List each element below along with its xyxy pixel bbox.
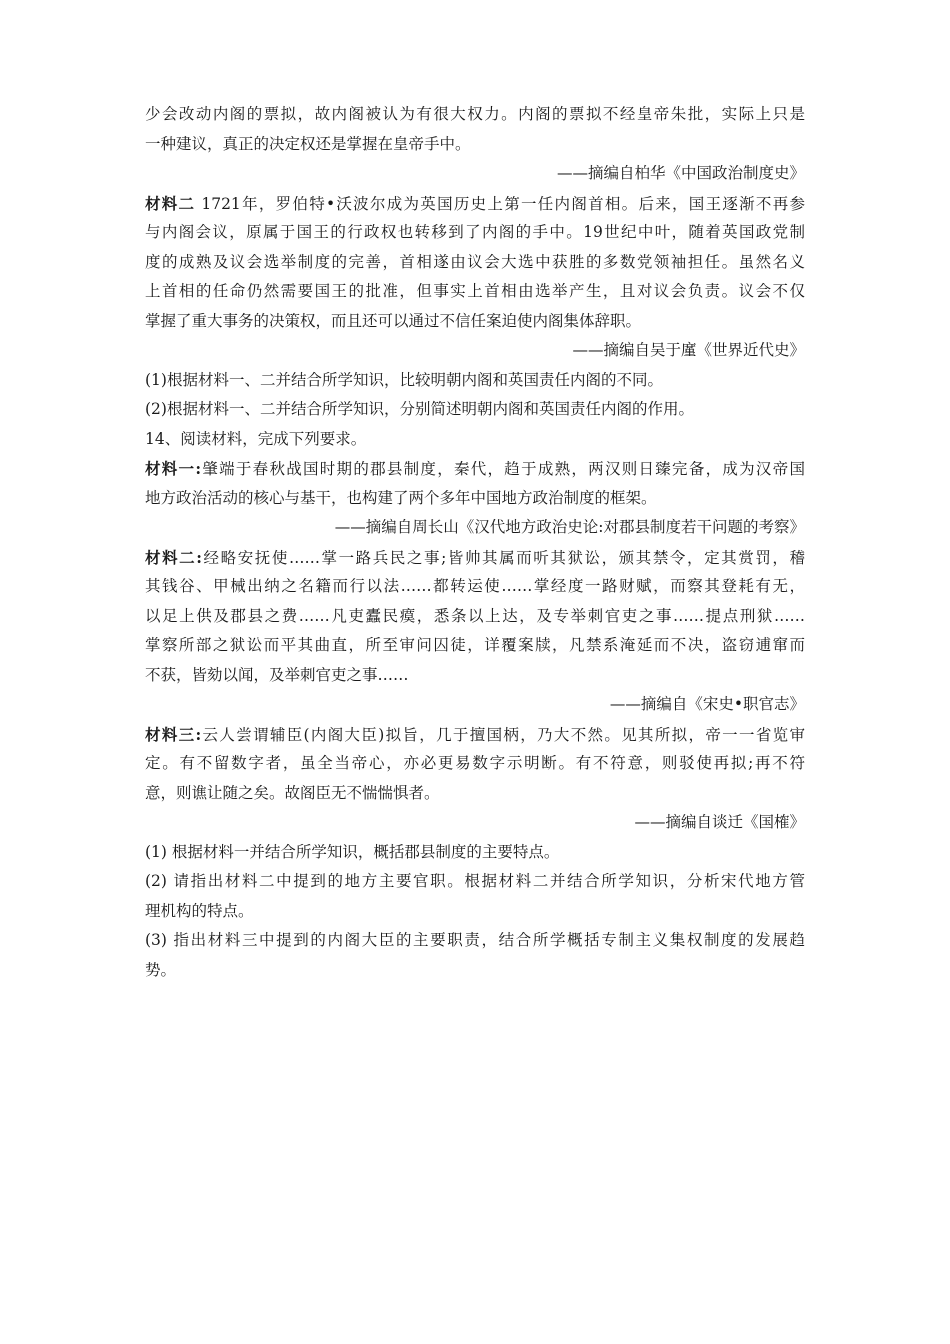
question-item: (2)根据材料一、二并结合所学知识，分别简述明朝内阁和英国责任内阁的作用。 [145, 400, 694, 418]
material-label: 材料二: [145, 547, 202, 567]
material-2-first-line [145, 189, 805, 219]
question-item: (2) 请指出材料二中提到的地方主要官职。根据材料二并结合所学知识，分析宋代地方管 [145, 872, 805, 890]
paragraph-line: 少会改动内阁的票拟，故内阁被认为有很大权力。内阁的票拟不经皇帝朱批，实际上只是 [145, 105, 805, 123]
citation-source: ——摘编自周长山《汉代地方政治史论:对郡县制度若干问题的考察》 [334, 518, 805, 536]
question-item-continued: 势。 [145, 960, 177, 979]
question-item: (1)根据材料一、二并结合所学知识，比较明朝内阁和英国责任内阁的不同。 [145, 370, 663, 389]
paragraph-text: 肇端于春秋战国时期的郡县制度，秦代，趋于成熟，两汉则日臻完备，成为汉帝国 [201, 460, 805, 478]
paragraph-line: 掌握了重大事务的决策权，而且还可以通过不信任案迫使内阁集体辞职。 [145, 311, 642, 330]
material-1-first-line [145, 454, 805, 484]
citation-source: ——摘编自吴于廑《世界近代史》 [572, 341, 805, 359]
citation-source: ——摘编自柏华《中国政治制度史》 [556, 164, 805, 182]
question-item: (3) 指出材料三中提到的内阁大臣的主要职责，结合所学概括专制主义集权制度的发展趋 [145, 931, 805, 949]
paragraph-line: 不获，皆劾以闻，及举刺官吏之事…… [145, 665, 409, 684]
material-label: 材料一: [145, 459, 202, 478]
paragraph-line: 以足上供及郡县之费……凡吏蠹民瘼，悉条以上达，及专举刺官吏之事……提点刑狱…… [145, 606, 805, 625]
material-label: 材料二 [145, 193, 196, 213]
question-item-continued: 理机构的特点。 [145, 901, 254, 920]
document-page [145, 100, 805, 985]
paragraph-line: 其钱谷、甲械出纳之名籍而行以法……都转运使……掌经度一路财赋，而察其登耗有无， [145, 577, 805, 595]
paragraph-text: 1721年，罗伯特•沃波尔成为英国历史上第一任内阁首相。后来，国王逐渐不再参 [201, 194, 805, 213]
paragraph-line: 与内阁会议，原属于国王的行政权也转移到了内阁的手中。19世纪中叶，随着英国政党制 [145, 223, 805, 241]
question-title: 14、阅读材料，完成下列要求。 [145, 429, 367, 448]
material-3-first-line [145, 720, 805, 750]
paragraph-line: 掌察所部之狱讼而平其曲直，所至审问囚徒，详覆案牍，凡禁系淹延而不决，盗窃逋窜而 [145, 636, 805, 654]
paragraph-text: 经略安抚使……掌一路兵民之事;皆帅其属而听其狱讼，颁其禁令，定其赏罚，稽 [201, 548, 805, 567]
paragraph-line: 意，则谯让随之矣。故阁臣无不惴惴惧者。 [145, 783, 440, 802]
paragraph-text: 云人尝谓辅臣(内阁大臣)拟旨，几于擅国柄，乃大不然。见其所拟，帝一一省览审 [201, 725, 805, 744]
paragraph-line: 一种建议，真正的决定权还是掌握在皇帝手中。 [145, 134, 471, 153]
question-item: (1) 根据材料一并结合所学知识，概括郡县制度的主要特点。 [145, 842, 560, 861]
paragraph-line: 度的成熟及议会选举制度的完善，首相遂由议会大选中获胜的多数党领袖担任。虽然名义 [145, 252, 805, 271]
material-2-first-line [145, 543, 805, 573]
paragraph-line: 上首相的任命仍然需要国王的批准，但事实上首相由选举产生，且对议会负责。议会不仅 [145, 282, 805, 300]
material-label: 材料三: [145, 724, 202, 744]
paragraph-line: 地方政治活动的核心与基干，也构建了两个多年中国地方政治制度的框架。 [145, 488, 657, 507]
citation-source: ——摘编自谈迁《国榷》 [634, 813, 805, 831]
paragraph-line: 定。有不留数字者，虽全当帝心，亦必更易数字示明断。有不符意，则驳使再拟;再不符 [145, 754, 805, 772]
citation-source: ——摘编自《宋史•职官志》 [609, 695, 805, 713]
